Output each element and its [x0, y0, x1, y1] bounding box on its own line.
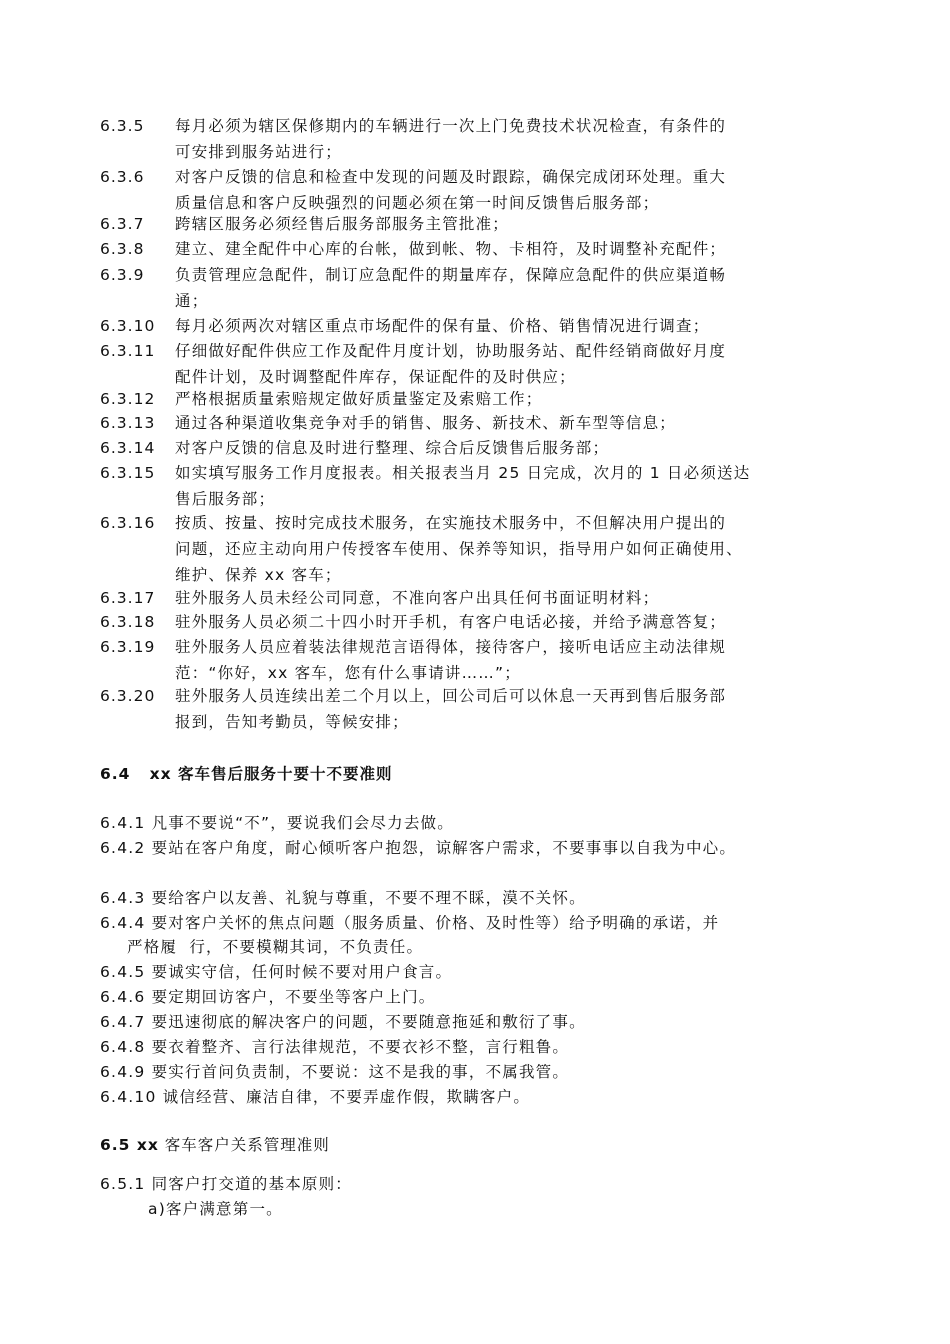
rule-line: 6.4.3 要给客户以友善、礼貌与尊重，不要不理不睬，漠不关怀。	[100, 889, 586, 907]
item-number: 6.3.18	[100, 613, 156, 631]
sub-item-a: a)客户满意第一。	[148, 1200, 283, 1218]
item-text: 负责管理应急配件，制订应急配件的期量库存，保障应急配件的供应渠道畅	[175, 266, 727, 284]
rule-line: 6.4.6 要定期回访客户，不要坐等客户上门。	[100, 988, 436, 1006]
item-number: 6.3.10	[100, 317, 156, 335]
item-number: 6.3.6	[100, 168, 145, 186]
item-number: 6.3.7	[100, 215, 145, 233]
heading-number: 6.5 xx	[100, 1136, 159, 1154]
principle-item	[100, 1171, 352, 1197]
item-text: 驻外服务人员连续出差二个月以上，回公司后可以休息一天再到售后服务部	[175, 687, 727, 705]
item-text-cont: 配件计划，及时调整配件库存，保证配件的及时供应；	[175, 368, 576, 386]
rule-line: 6.4.5 要诚实守信，任何时候不要对用户食言。	[100, 963, 453, 981]
item-text: 对客户反馈的信息和检查中发现的问题及时跟踪，确保完成闭环处理。重大	[175, 168, 727, 186]
item-text: 驻外服务人员必须二十四小时开手机，有客户电话必接，并给予满意答复；	[175, 613, 727, 631]
item-number: 6.3.20	[100, 687, 156, 705]
rule-line: 6.4.2 要站在客户角度，耐心倾听客户抱怨，谅解客户需求，不要事事以自我为中心。	[100, 839, 737, 857]
section-heading-6-4: 6.4 xx 客车售后服务十要十不要准则	[100, 765, 393, 783]
rule-line: 6.4.7 要迅速彻底的解决客户的问题，不要随意拖延和敷衍了事。	[100, 1013, 586, 1031]
item-number: 6.3.17	[100, 589, 156, 607]
rule-line: 6.4.1 凡事不要说“不”，要说我们会尽力去做。	[100, 814, 454, 832]
item-number: 6.3.11	[100, 342, 156, 360]
item-number: 6.5.1	[100, 1175, 146, 1193]
item-text: 跨辖区服务必须经售后服务部服务主管批准；	[175, 215, 510, 233]
item-text: 驻外服务人员未经公司同意，不准向客户出具任何书面证明材料；	[175, 589, 660, 607]
item-text: 如实填写服务工作月度报表。相关报表当月 25 日完成，次月的 1 日必须送达	[175, 464, 751, 482]
item-text-cont: 通；	[175, 292, 209, 310]
item-text-cont: 范：“你好，xx 客车，您有什么事请讲……”；	[175, 664, 521, 682]
item-text: 驻外服务人员应着装法律规范言语得体，接待客户，接听电话应主动法律规	[175, 638, 727, 656]
item-text-cont: 报到，告知考勤员，等候安排；	[175, 713, 409, 731]
item-text: 对客户反馈的信息及时进行整理、综合后反馈售后服务部；	[175, 439, 610, 457]
item-number: 6.3.9	[100, 266, 145, 284]
item-number: 6.3.8	[100, 240, 145, 258]
item-text-cont: 可安排到服务站进行；	[175, 143, 343, 161]
item-text: 通过各种渠道收集竞争对手的销售、服务、新技术、新车型等信息；	[175, 414, 677, 432]
item-text: 同客户打交道的基本原则：	[151, 1175, 352, 1193]
item-number: 6.3.19	[100, 638, 156, 656]
rule-line: 6.4.10 诚信经营、廉洁自律，不要弄虚作假，欺瞒客户。	[100, 1088, 531, 1106]
item-number: 6.3.14	[100, 439, 156, 457]
item-text: 严格根据质量索赔规定做好质量鉴定及索赔工作；	[175, 390, 543, 408]
item-text: 建立、建全配件中心库的台帐，做到帐、物、卡相符，及时调整补充配件；	[175, 240, 727, 258]
rule-line-cont: 严格履 行，不要模糊其词，不负责任。	[127, 938, 424, 956]
rule-line: 6.4.8 要衣着整齐、言行法律规范，不要衣衫不整，言行粗鲁。	[100, 1038, 570, 1056]
rule-line: 6.4.9 要实行首问负责制，不要说：这不是我的事，不属我管。	[100, 1063, 570, 1081]
rule-line: 6.4.4 要对客户关怀的焦点问题（服务质量、价格、及时性等）给予明确的承诺，并	[100, 914, 720, 932]
section-heading-6-5	[100, 1133, 330, 1155]
item-text-cont: 质量信息和客户反映强烈的问题必须在第一时间反馈售后服务部；	[175, 194, 660, 212]
item-number: 6.3.12	[100, 390, 156, 408]
item-text: 每月必须为辖区保修期内的车辆进行一次上门免费技术状况检查，有条件的	[175, 117, 727, 135]
item-number: 6.3.13	[100, 414, 156, 432]
item-text: 仔细做好配件供应工作及配件月度计划，协助服务站、配件经销商做好月度	[175, 342, 727, 360]
item-text-cont: 问题，还应主动向用户传授客车使用、保养等知识，指导用户如何正确使用、	[175, 540, 743, 558]
item-text: 按质、按量、按时完成技术服务，在实施技术服务中，不但解决用户提出的	[175, 514, 727, 532]
item-text-cont: 维护、保养 xx 客车；	[175, 566, 342, 584]
item-number: 6.3.16	[100, 514, 156, 532]
item-text: 每月必须两次对辖区重点市场配件的保有量、价格、销售情况进行调查；	[175, 317, 710, 335]
item-text-cont: 售后服务部；	[175, 490, 276, 508]
item-number: 6.3.15	[100, 464, 156, 482]
heading-text: 客车客户关系管理准则	[158, 1136, 330, 1154]
item-number: 6.3.5	[100, 117, 145, 135]
